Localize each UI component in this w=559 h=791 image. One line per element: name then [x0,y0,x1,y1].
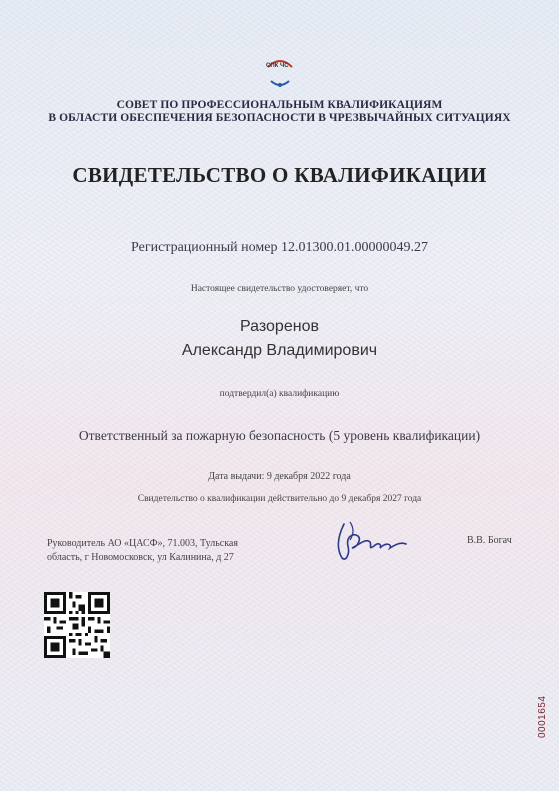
holder-surname: Разоренов [240,318,319,335]
certificate-title: СВИДЕТЕЛЬСТВО О КВАЛИФИКАЦИИ [72,163,487,187]
validity-date: Свидетельство о квалификации действительно до 9 декабря 2027 года [137,494,422,504]
issue-date: Дата выдачи: 9 декабря 2022 года [208,471,351,482]
council-name-line1: СОВЕТ ПО ПРОФЕССИОНАЛЬНЫМ КВАЛИФИКАЦИЯМ [116,99,443,111]
holder-given-names: Александр Владимирович [181,342,378,359]
signer-name: В.В. Богач [467,535,512,546]
serial-number: 0001654 [537,695,548,738]
council-name-line2: В ОБЛАСТИ ОБЕСПЕЧЕНИЯ БЕЗОПАСНОСТИ В ЧРЕЗВЫЧАЙНЫХ СИТУАЦИЯХ [48,112,511,124]
certifies-text: Настоящее свидетельство удостоверяет, что [190,284,369,294]
signature-image [330,518,410,564]
registration-number: Регистрационный номер 12.01300.01.00000049.27 [131,240,428,255]
confirmed-text: подтвердил(а) квалификацию [219,389,340,399]
qualification-name: Ответственный за пожарную безопасность (5 уровень квалификации) [78,428,481,443]
qr-code-icon [44,592,110,658]
organization-head-line2: область, г Новомосковск, ул Калинина, д 27 [47,552,234,563]
organization-head-line1: Руководитель АО «ЦАСФ», 71.003, Тульская [47,538,238,549]
council-logo-icon [262,55,298,95]
logo-text: СПК ЧС [266,63,289,69]
organization-head [47,537,277,565]
